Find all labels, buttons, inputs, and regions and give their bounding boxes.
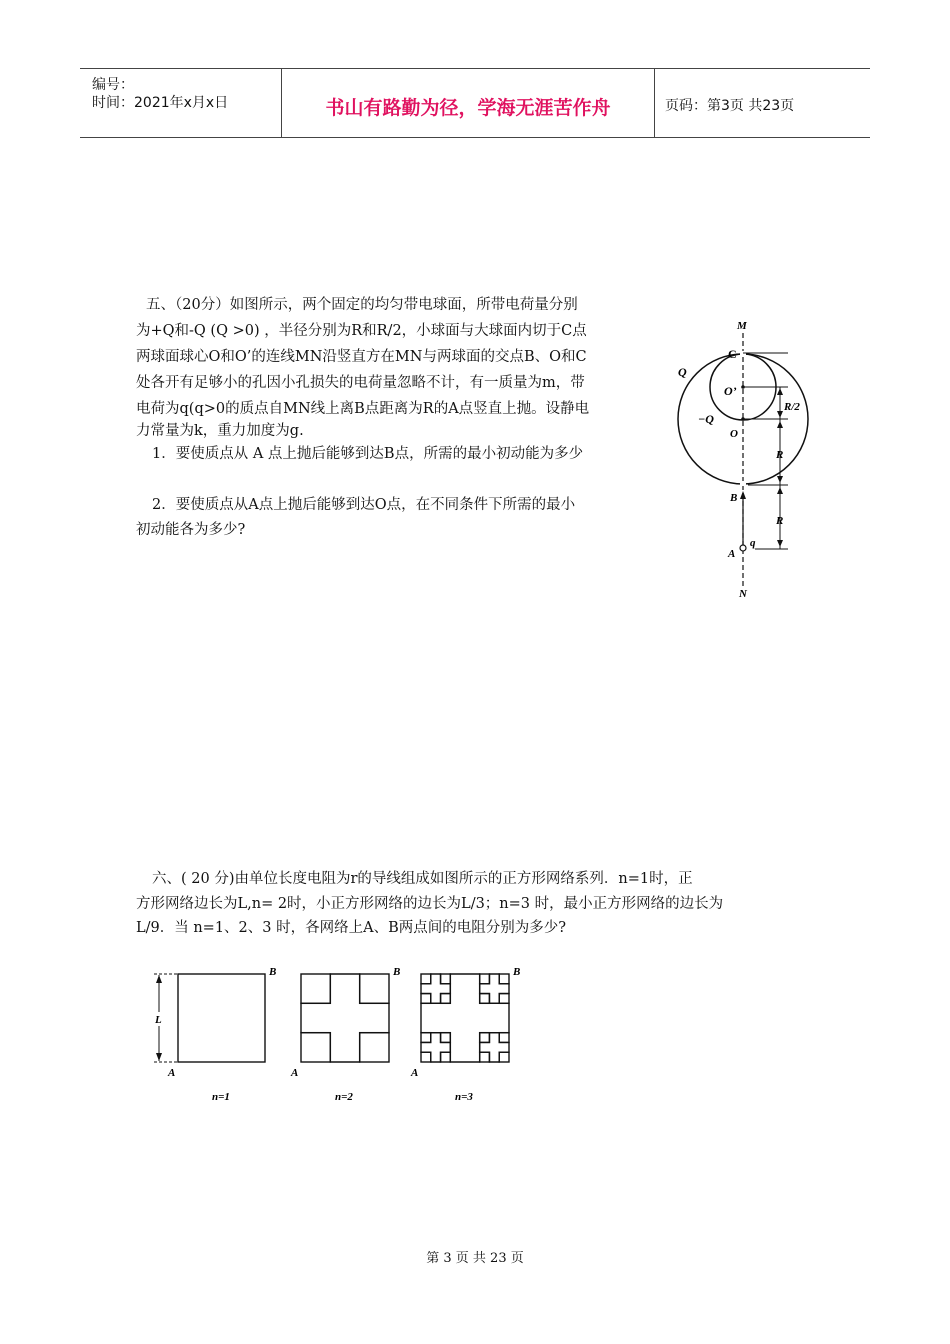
network-square	[421, 994, 431, 1004]
problem5-line: 处各开有足够小的孔因小孔损失的电荷量忽略不计，有一质量为m，带	[136, 375, 585, 391]
label-r-half: R/2	[784, 401, 800, 413]
arrowhead	[777, 388, 783, 395]
page-header	[80, 68, 870, 138]
arrowhead	[777, 487, 783, 494]
label-m: M	[737, 320, 747, 332]
network-plus-outline	[421, 974, 450, 1003]
network-square	[360, 1033, 389, 1062]
label-b: B	[269, 966, 277, 978]
network-square	[441, 974, 451, 984]
point-o-prime	[741, 385, 745, 389]
arrowhead	[740, 491, 746, 499]
network-square	[480, 1033, 490, 1043]
caption-n2: n=2	[335, 1091, 353, 1103]
problem5-line: 力常量为k，重力加度为g.	[136, 423, 304, 439]
network-plus-outline	[301, 974, 389, 1062]
network-square	[360, 974, 389, 1003]
caption-n1: n=1	[212, 1091, 230, 1103]
network-plus-outline	[480, 974, 509, 1003]
arrowhead	[156, 975, 162, 983]
network-square	[499, 974, 509, 984]
network-plus-outline	[480, 1033, 509, 1062]
network-square	[301, 974, 330, 1003]
spheres-figure	[660, 315, 820, 600]
network-square	[301, 1033, 330, 1062]
label-b: B	[393, 966, 401, 978]
label-r-2: R	[776, 515, 784, 527]
problem5-question-1: 1．要使质点从 A 点上抛后能够到达B点，所需的最小初动能为多少	[152, 446, 584, 462]
network-n2-grid	[301, 974, 389, 1062]
arrowhead	[777, 421, 783, 428]
problem6-line: 六、( 20 分)由单位长度电阻为r的导线组成如图所示的正方形网络系列．n=1时，正	[152, 871, 693, 887]
particle-q	[740, 545, 746, 551]
network-square	[499, 1033, 509, 1043]
label-b: B	[513, 966, 521, 978]
number-label: 编号：	[92, 77, 134, 93]
label-a: A	[411, 1067, 419, 1079]
network-square	[421, 1033, 431, 1043]
network-square	[441, 1033, 451, 1043]
network-square	[480, 994, 490, 1004]
network-square	[421, 974, 431, 984]
problem5-question-2-cont: 初动能各为多少?	[136, 522, 246, 538]
network-n3-grid	[421, 974, 509, 1062]
hole-b	[740, 481, 746, 486]
problem5-line: 两球面球心O和O’的连线MN沿竖直方在MN与两球面的交点B、O和C	[136, 349, 587, 365]
network-square	[480, 1052, 490, 1062]
point-o	[741, 417, 745, 421]
network-square	[441, 1052, 451, 1062]
arrowhead	[777, 540, 783, 547]
network-n2-figure	[285, 962, 410, 1107]
label-a: A	[168, 1067, 176, 1079]
problem5-line: 五、（20分）如图所示，两个固定的均匀带电球面，所带电荷量分别	[146, 297, 578, 313]
network-square	[480, 974, 490, 984]
network-n3-figure	[405, 962, 530, 1107]
page-info: 页码：第3页 共23页	[665, 98, 795, 114]
arrowhead	[777, 476, 783, 483]
network-n1-figure	[148, 962, 283, 1107]
label-a: A	[291, 1067, 299, 1079]
header-page-cell	[655, 69, 870, 137]
label-n: N	[739, 588, 747, 600]
label-q: Q	[678, 365, 687, 379]
label-l: L	[155, 1014, 162, 1026]
label-a: A	[728, 548, 736, 560]
network-square	[499, 1052, 509, 1062]
label-neg-q: −Q	[698, 412, 714, 426]
network-plus-outline	[421, 974, 509, 1062]
label-c: C	[728, 347, 737, 361]
label-o-prime: O’	[724, 384, 737, 398]
label-b: B	[730, 492, 738, 504]
label-q-charge: q	[750, 537, 756, 549]
caption-n3: n=3	[455, 1091, 473, 1103]
network-square	[441, 994, 451, 1004]
label-r-1: R	[776, 449, 784, 461]
header-meta-cell	[80, 69, 282, 137]
problem6-line: 方形网络边长为L,n= 2时，小正方形网络的边长为L/3；n=3 时，最小正方形网络的边长为	[136, 896, 724, 912]
arrowhead	[156, 1053, 162, 1061]
motto: 书山有路勤为径，学海无涯苦作舟	[325, 97, 611, 119]
arrowhead	[777, 411, 783, 418]
problem5-line: 电荷为q(q>0的质点自MN线上离B点距离为R的A点竖直上抛。设静电	[136, 401, 590, 417]
network-square	[499, 994, 509, 1004]
network-square	[421, 1052, 431, 1062]
problem6-line: L/9．当 n=1、2、3 时，各网络上A、B两点间的电阻分别为多少?	[136, 920, 567, 936]
page-footer: 第 3 页 共 23 页	[426, 1251, 524, 1266]
network-plus-outline	[421, 1033, 450, 1062]
label-o: O	[730, 428, 738, 440]
problem5-line: 为+Q和-Q (Q >0) ，半径分别为R和R/2，小球面与大球面内切于C点	[136, 323, 587, 339]
network-n1-square	[178, 974, 265, 1062]
problem5-question-2: 2．要使质点从A点上抛后能够到达O点，在不同条件下所需的最小	[152, 497, 576, 513]
header-motto-cell	[282, 69, 655, 137]
time-label: 时间：2021年x月x日	[92, 95, 229, 111]
